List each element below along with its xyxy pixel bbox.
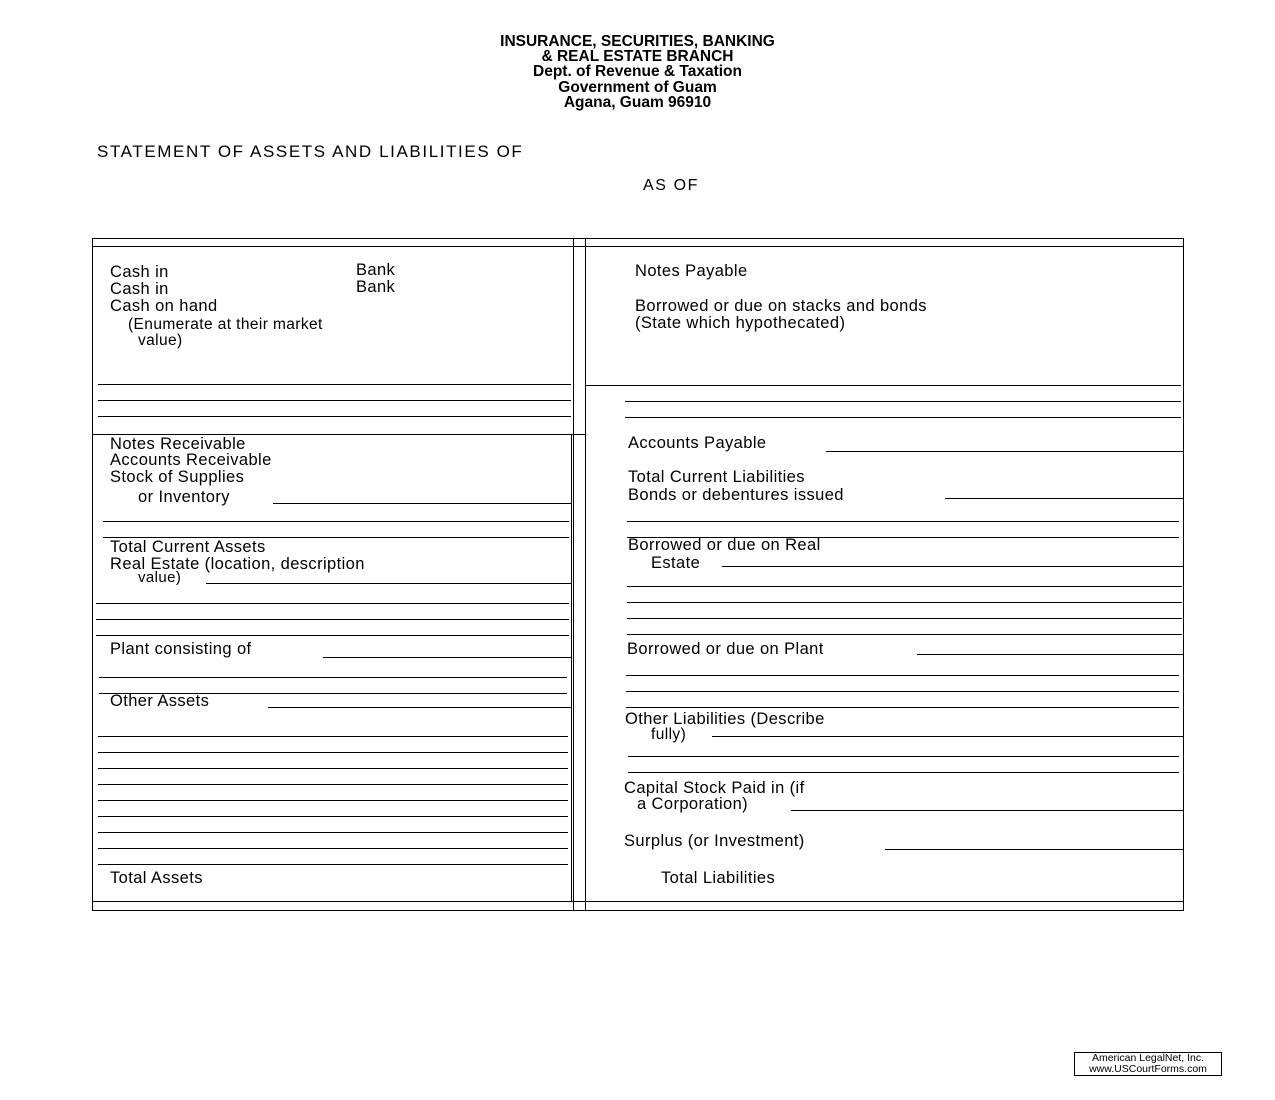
as-of-label: AS OF bbox=[643, 177, 700, 194]
blank-line[interactable] bbox=[627, 634, 1182, 635]
capital-stock-label: Capital Stock Paid in (if bbox=[624, 779, 805, 797]
real-estate-label: Real Estate (location, description bbox=[110, 555, 365, 573]
cash-on-hand-label: Cash on hand bbox=[110, 297, 218, 315]
stock-of-supplies-label: Stock of Supplies bbox=[110, 468, 245, 486]
bonds-debentures-label: Bonds or debentures issued bbox=[628, 486, 844, 504]
blank-line[interactable] bbox=[98, 864, 568, 865]
capital-stock-line[interactable] bbox=[791, 810, 1183, 811]
blank-line[interactable] bbox=[98, 768, 568, 769]
bank-label-1: Bank bbox=[356, 261, 396, 279]
surplus-label: Surplus (or Investment) bbox=[624, 832, 805, 850]
borrowed-stocks-label: Borrowed or due on stacks and bonds bbox=[635, 297, 927, 315]
header-line-4: Government of Guam bbox=[558, 79, 717, 96]
total-assets-label: Total Assets bbox=[110, 869, 203, 887]
blank-line[interactable] bbox=[98, 832, 568, 833]
blank-line[interactable] bbox=[103, 521, 569, 522]
blank-line[interactable] bbox=[627, 618, 1182, 619]
blank-line[interactable] bbox=[625, 417, 1181, 418]
borrowed-plant-line[interactable] bbox=[917, 654, 1183, 655]
borrowed-real-label: Borrowed or due on Real bbox=[628, 536, 821, 554]
enumerate-label: (Enumerate at their market bbox=[128, 316, 323, 333]
total-current-assets-label: Total Current Assets bbox=[110, 538, 266, 556]
blank-line[interactable] bbox=[626, 675, 1179, 676]
blank-line[interactable] bbox=[98, 784, 568, 785]
blank-line[interactable] bbox=[98, 848, 568, 849]
state-hypothecated-label: (State which hypothecated) bbox=[635, 314, 846, 332]
accounts-receivable-label: Accounts Receivable bbox=[110, 451, 272, 469]
plant-line[interactable] bbox=[323, 657, 571, 658]
fully-label: fully) bbox=[651, 726, 687, 743]
total-current-liabilities-label: Total Current Liabilities bbox=[628, 468, 805, 486]
blank-line[interactable] bbox=[627, 602, 1182, 603]
blank-line[interactable] bbox=[625, 401, 1181, 402]
blank-line[interactable] bbox=[626, 691, 1179, 692]
blank-line[interactable] bbox=[627, 586, 1182, 587]
cash-in-label-2: Cash in bbox=[110, 280, 169, 298]
enumerate-value-label: value) bbox=[138, 332, 183, 349]
other-assets-line[interactable] bbox=[268, 707, 571, 708]
other-liabilities-line[interactable] bbox=[712, 736, 1183, 737]
total-liabilities-label: Total Liabilities bbox=[661, 869, 776, 887]
blank-line[interactable] bbox=[96, 603, 569, 604]
footer-line-1: American LegalNet, Inc. bbox=[1091, 1052, 1205, 1064]
plant-label: Plant consisting of bbox=[110, 640, 252, 658]
notes-payable-label: Notes Payable bbox=[635, 262, 748, 280]
blank-line[interactable] bbox=[98, 384, 571, 385]
header-line-3: Dept. of Revenue & Taxation bbox=[533, 63, 742, 80]
blank-line[interactable] bbox=[586, 385, 1181, 386]
surplus-line[interactable] bbox=[885, 849, 1183, 850]
inventory-line[interactable] bbox=[273, 503, 571, 504]
blank-line[interactable] bbox=[628, 772, 1179, 773]
header-line-2: & REAL ESTATE BRANCH bbox=[541, 48, 734, 65]
blank-line[interactable] bbox=[98, 816, 568, 817]
notes-receivable-label: Notes Receivable bbox=[110, 435, 246, 453]
blank-line[interactable] bbox=[98, 416, 571, 417]
blank-line[interactable] bbox=[628, 756, 1179, 757]
estate-line[interactable] bbox=[722, 566, 1183, 567]
bonds-line[interactable] bbox=[945, 498, 1183, 499]
or-inventory-label: or Inventory bbox=[138, 488, 230, 506]
real-estate-value-label: value) bbox=[138, 569, 182, 586]
other-assets-label: Other Assets bbox=[110, 692, 210, 710]
other-liabilities-label: Other Liabilities (Describe bbox=[625, 710, 825, 728]
blank-line[interactable] bbox=[98, 800, 568, 801]
blank-line[interactable] bbox=[98, 736, 568, 737]
footer-stamp bbox=[1074, 1052, 1222, 1076]
blank-line[interactable] bbox=[99, 677, 567, 678]
blank-line[interactable] bbox=[96, 635, 569, 636]
blank-line[interactable] bbox=[96, 619, 569, 620]
blank-line[interactable] bbox=[627, 521, 1179, 522]
blank-line[interactable] bbox=[98, 752, 568, 753]
header-line-1: INSURANCE, SECURITIES, BANKING bbox=[500, 33, 775, 50]
bank-label-2: Bank bbox=[356, 278, 396, 296]
borrowed-plant-label: Borrowed or due on Plant bbox=[627, 640, 824, 658]
header-line-5: Agana, Guam 96910 bbox=[563, 94, 712, 111]
real-estate-line[interactable] bbox=[206, 583, 571, 584]
accounts-payable-line[interactable] bbox=[826, 451, 1183, 452]
accounts-payable-label: Accounts Payable bbox=[628, 434, 767, 452]
statement-title: STATEMENT OF ASSETS AND LIABILITIES OF bbox=[97, 142, 524, 161]
blank-line[interactable] bbox=[98, 400, 571, 401]
a-corporation-label: a Corporation) bbox=[637, 795, 749, 813]
estate-label: Estate bbox=[651, 554, 701, 572]
cash-in-label-1: Cash in bbox=[110, 263, 169, 281]
blank-line[interactable] bbox=[626, 707, 1179, 708]
footer-line-2: www.USCourtForms.com bbox=[1089, 1063, 1207, 1075]
